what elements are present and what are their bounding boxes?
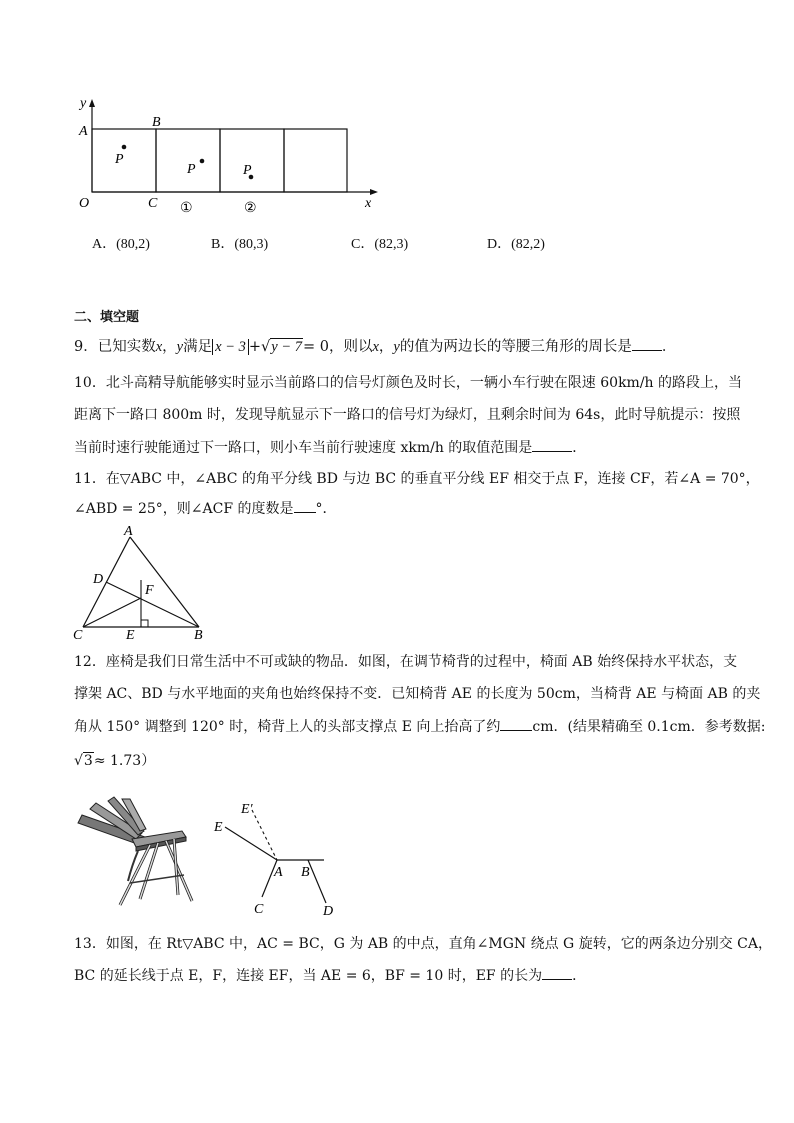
chair-illustration: [70, 795, 200, 915]
diagram-label-e: E: [214, 820, 223, 835]
circle-two-label: ②: [244, 201, 257, 216]
question-10-line-3: 当前时速行驶能通过下一路口，则小车当前行驶速度 xkm/h 的取值范围是 ．: [74, 437, 586, 458]
point-c-label: C: [148, 196, 158, 211]
point-a-label: A: [79, 124, 88, 139]
grid-figure: [70, 95, 390, 220]
tri-label-d: D: [93, 572, 104, 587]
answer-blank-13[interactable]: [542, 965, 572, 980]
choice-b[interactable]: B．(80,3): [211, 237, 269, 252]
question-11-line-2: ∠ABD = 25°，则∠ACF 的度数是 °．: [74, 498, 337, 519]
diagram-label-a: A: [274, 865, 283, 880]
question-12-line-4: √3≈ 1.73）: [74, 753, 156, 769]
tri-label-a: A: [124, 524, 133, 539]
point-p3-label: P: [243, 163, 252, 178]
x-axis-label: x: [365, 196, 372, 211]
point-p2-label: P: [187, 162, 196, 177]
point-b-label: B: [152, 115, 161, 130]
section-title: 二、填空题: [74, 310, 140, 325]
diagram-label-c: C: [254, 902, 264, 917]
choice-c[interactable]: C．(82,3): [351, 237, 409, 252]
point-p1-label: P: [115, 152, 124, 167]
question-10-line-2: 距离下一路口 800m 时，发现导航显示下一路口的信号灯为绿灯，且剩余时间为 64s，此时导航提示：按照: [74, 407, 741, 423]
question-13-line-1: 13．如图，在 Rt▽ABC 中，AC = BC，G 为 AB 的中点，直角∠MGN 绕点 G 旋转，它的两条边分别交 CA，: [74, 936, 772, 952]
answer-blank-11[interactable]: [294, 498, 316, 513]
answer-blank-12[interactable]: [500, 716, 532, 731]
question-12-line-1: 12．座椅是我们日常生活中不可或缺的物品．如图，在调节椅背的过程中，椅面 AB 始终保持水平状态，支: [74, 654, 738, 670]
choice-a[interactable]: A．(80,2): [92, 237, 150, 252]
tri-label-e: E: [126, 628, 135, 643]
question-12-line-2: 撑架 AC、BD 与水平地面的夹角也始终保持不变．已知椅背 AE 的长度为 50cm，当椅背 AE 与椅面 AB 的夹: [74, 686, 761, 702]
diagram-label-d: D: [323, 904, 334, 919]
tri-label-f: F: [145, 583, 154, 598]
circle-one-label: ①: [180, 201, 193, 216]
question-10-line-1: 10．北斗高精导航能够实时显示当前路口的信号灯颜色及时长，一辆小车行驶在限速 60km/h 的路段上，当: [74, 375, 743, 391]
triangle-figure: [68, 522, 218, 644]
answer-blank-10[interactable]: [532, 437, 572, 452]
chair-diagram: [210, 795, 350, 920]
question-9: 9．已知实数x，y满足 x − 3 +√y − 7= 0，则以x，y的值为两边长的等腰三角形的周长是 ．: [74, 336, 676, 357]
choice-d[interactable]: D．(82,2): [487, 237, 545, 252]
origin-label: O: [79, 196, 90, 211]
y-axis-label: y: [80, 96, 87, 111]
diagram-label-b: B: [301, 865, 310, 880]
tri-label-b: B: [194, 628, 203, 643]
question-13-line-2: BC 的延长线于点 E，F，连接 EF，当 AE = 6，BF = 10 时，EF 的长为 ．: [74, 965, 586, 986]
question-12-line-3: 角从 150° 调整到 120° 时，椅背上人的头部支撑点 E 向上抬高了约 cm．(结果精确至 0.1cm．参考数据:: [74, 716, 766, 737]
question-11-line-1: 11．在▽ABC 中，∠ABC 的角平分线 BD 与边 BC 的垂直平分线 EF 相交于点 F，连接 CF，若∠A = 70°，: [74, 471, 760, 487]
diagram-label-e-prime: E′: [241, 802, 253, 817]
tri-label-c: C: [73, 628, 83, 643]
answer-blank-9[interactable]: [632, 336, 662, 351]
